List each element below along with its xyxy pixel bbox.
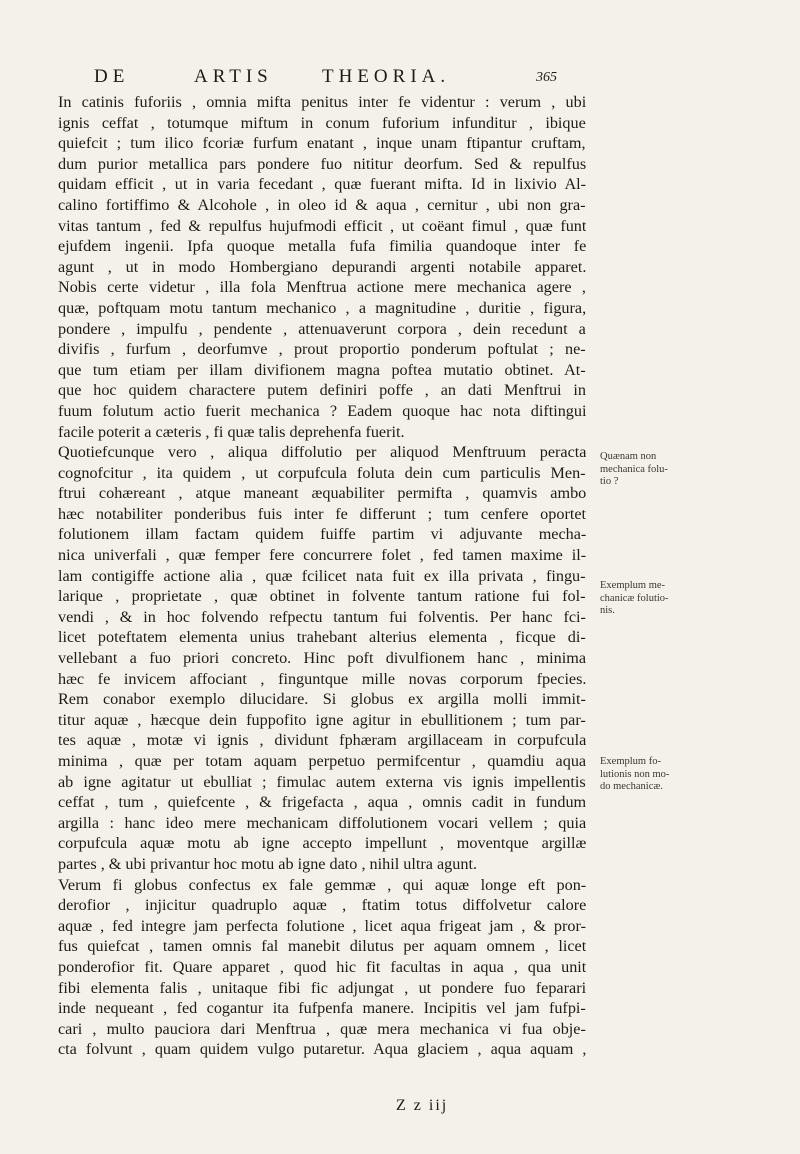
- margin-note-line: lutionis non mo-: [600, 768, 670, 780]
- text-line: fibi elementa falis , unitaque fibi fic adjungat , ut pondere fuo feparari: [58, 978, 586, 997]
- margin-note-line: chanicæ folutio-: [600, 592, 669, 604]
- text-line: quiefcit ; tum ilico fcoriæ furfum enatant , inque unam ftipantur cruftam,: [58, 134, 586, 153]
- page-number: 365: [536, 70, 557, 85]
- text-line: que hoc quidem charactere putem definiri poffe , an dati Menftrui in: [58, 381, 586, 400]
- text-line: corpufcula aquæ motu ab igne accepto impellunt , moventque argillæ: [58, 834, 586, 853]
- text-line: ejufdem ingenii. Ipfa quoque metalla fufa fimilia quandoque inter fe: [58, 237, 586, 256]
- text-line: folutionem illam factam quidem fuiffe partim vi adjuvante mecha-: [58, 525, 586, 544]
- margin-note-line: Exemplum fo-: [600, 756, 661, 767]
- text-line: que tum etiam per illam divifionem magna poftea mutatio obtinet. At-: [58, 360, 586, 379]
- text-line: vitas tantum , fed & repulfus hujufmodi efficit , ut coëant fimul , quæ funt: [58, 216, 586, 235]
- running-head-word-1: DE: [94, 66, 130, 87]
- text-line: titur aquæ , hæcque dein fuppofito igne agitur in ebullitionem ; tum par-: [58, 710, 586, 729]
- text-line: Nobis certe videtur , illa fola Menftrua actione mere mechanica agere ,: [58, 278, 586, 297]
- text-line: nica univerfali , quæ femper fere concurrere folet , fed tamen maxime il-: [58, 546, 586, 565]
- text-line: aquæ , fed integre jam perfecta folutione , licet aqua frigeat jam , & pror-: [58, 916, 586, 935]
- margin-note-line: Exemplum me-: [600, 580, 666, 591]
- text-line: In catinis fuforiis , omnia mifta penitus inter fe videntur : verum , ubi: [58, 93, 586, 111]
- margin-note-1: [600, 451, 690, 489]
- text-line: larique , proprietate , quæ obtinet in folvente tantum ratione fui fol-: [58, 587, 586, 606]
- text-line: hæc fe invicem affociant , finguntque mille novas corporum fpecies.: [58, 669, 586, 688]
- text-line: minima , quæ per totam aquam perpetuo permifcentur , quamdiu aqua: [58, 752, 586, 770]
- running-head-word-2: ARTIS: [194, 66, 273, 87]
- text-line: cta folvunt , quam quidem vulgo putaretur. Aqua glaciem , aqua aquam ,: [58, 1040, 586, 1059]
- signature-mark: Z z iij: [396, 1097, 449, 1114]
- text-line: ceffat , tum , quiefcente , & frigefacta , aqua , omnis cadit in fundum: [58, 793, 586, 812]
- running-head-word-3: THEORIA.: [322, 66, 451, 87]
- text-line: argilla : hanc ideo mere mechanicam diffolutionem vocari vellem ; quia: [58, 813, 586, 832]
- text-line: partes , & ubi privantur hoc motu ab igne dato , nihil ultra agunt.: [58, 854, 477, 873]
- text-line: Rem conabor exemplo dilucidare. Si globus ex argilla molli immit-: [58, 690, 586, 709]
- text-line: vellebant a fuo priori concreto. Hinc poft divulfionem hanc , minima: [58, 649, 586, 668]
- text-line: ab igne agitatur ut ebulliat ; fimulac autem externa vis ignis impellentis: [58, 772, 586, 791]
- text-line: ignis ceffat , totumque miftum in conum fuforium infunditur , ibique: [58, 113, 586, 132]
- text-line: ponderofior fit. Quare apparet , quod hic fit facultas in aqua , qua unit: [58, 957, 586, 976]
- margin-note-2: [600, 580, 690, 618]
- margin-note-line: tio ?: [600, 476, 619, 487]
- text-line: pondere , impulfu , pendente , attenuaverunt corpora , dein recedunt a: [58, 319, 586, 338]
- text-line: cari , multo pauciora dari Menftrua , quæ mera mechanica vi fua obje-: [58, 1019, 586, 1038]
- margin-note-line: mechanica folu-: [600, 463, 668, 475]
- text-line: divifis , furfum , deorfumve , prout proportio ponderum poftulat ; ne-: [58, 340, 586, 359]
- body-text: [58, 92, 586, 1060]
- margin-note-3: [600, 756, 690, 794]
- text-line: fus quiefcat , tamen omnis fal manebit dilutus per aquam omnem , licet: [58, 937, 586, 956]
- text-line: dum purior metallica pars pondere fuo nititur deorfum. Sed & repulfus: [58, 154, 586, 173]
- margin-note-line: do mechanicæ.: [600, 781, 663, 792]
- text-line: Quotiefcunque vero , aliqua diffolutio per aliquod Menftruum peracta: [58, 443, 586, 462]
- text-line: facile poterit a cæteris , fi quæ talis deprehenfa fuerit.: [58, 422, 405, 441]
- margin-note-line: nis.: [600, 605, 615, 616]
- text-line: hæc notabiliter ponderibus fuis inter fe differunt ; tum cenfere oportet: [58, 504, 586, 523]
- text-line: vendi , & in hoc folvendo refpectu tantum fui folventis. Per hanc fci-: [58, 607, 586, 626]
- margin-note-line: Quænam non: [600, 451, 657, 462]
- text-line: tes aquæ , motæ vi ignis , dividunt fphæram argillaceam in corpufcula: [58, 731, 586, 750]
- text-line: derofior , injicitur quadruplo aquæ , ftatim totus diffolvetur calore: [58, 896, 586, 915]
- text-line: agunt , ut in modo Hombergiano depurandi argenti notabile apparet.: [58, 257, 586, 276]
- text-line: quidam efficit , ut in varia fecedant , quæ fuerant mifta. Id in lixivio Al-: [58, 175, 586, 194]
- text-line: ftrui cohæreant , atque maneant æquabiliter permifta , quamvis ambo: [58, 484, 586, 503]
- text-line: fuum folutum actio fuerit mechanica ? Eadem quoque hac nota diftingui: [58, 401, 586, 420]
- text-line: Verum fi globus confectus ex fale gemmæ , qui aquæ longe eft pon-: [58, 875, 586, 894]
- text-line: inde nequeant , fed cogantur ita fufpenfa manere. Incipitis vel jam fufpi-: [58, 999, 586, 1018]
- text-line: quæ, poftquam motu tantum mechanico , a magnitudine , duritie , figura,: [58, 298, 586, 317]
- text-line: cognofcitur , ita quidem , ut corpufcula foluta dein cum particulis Men-: [58, 463, 586, 482]
- text-line: calino fortiffimo & Alcohole , in oleo id & aqua , cernitur , ubi non gra-: [58, 195, 586, 214]
- text-line: lam contigiffe actione alia , quæ fcilicet nata fuit ex illa privata , fingu-: [58, 566, 586, 585]
- text-line: licet poteftatem elementa unius trahebant alterius elementa , ficque di-: [58, 628, 586, 647]
